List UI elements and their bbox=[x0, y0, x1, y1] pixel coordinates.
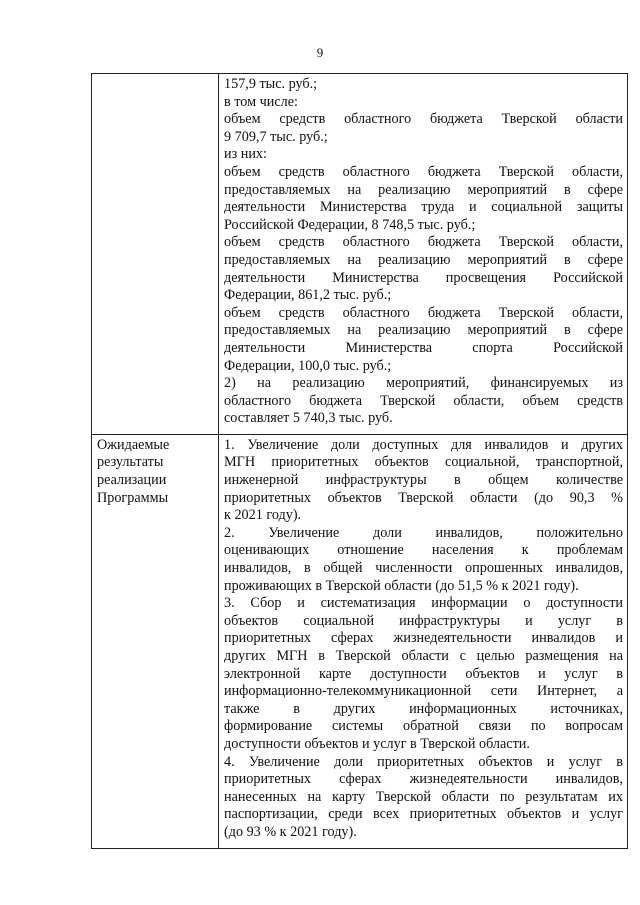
text-line: формирование системы обратной связи по вопросам bbox=[224, 718, 623, 735]
text-line: к 2021 году). bbox=[224, 507, 302, 524]
row-label-line: результаты bbox=[97, 454, 164, 471]
text-line: составляет 5 740,3 тыс. руб. bbox=[224, 410, 393, 427]
row-label-cell bbox=[92, 74, 219, 435]
text-line: инженерной инфраструктуры в общем количестве bbox=[224, 472, 623, 489]
row-content-cell bbox=[219, 74, 628, 435]
text-line: проживающих в Тверской области (до 51,5 % к 2021 году). bbox=[224, 577, 579, 594]
text-line: оценивающих отношение населения к проблемам bbox=[224, 542, 623, 559]
row-content-cell bbox=[219, 434, 628, 848]
text-line: паспортизации, среди всех приоритетных объектов и услуг bbox=[224, 806, 623, 823]
program-passport-table bbox=[91, 73, 628, 849]
text-line: предоставляемых на реализацию мероприятий в сфере bbox=[224, 181, 623, 198]
text-line: приоритетных сферах жизнедеятельности инвалидов, bbox=[224, 771, 623, 788]
row-label-line: Ожидаемые bbox=[97, 436, 170, 453]
text-line: областного бюджета Тверской области, объем средств bbox=[224, 392, 623, 409]
text-line: 2. Увеличение доли инвалидов, положительно bbox=[224, 524, 623, 541]
text-line: 157,9 тыс. руб.; bbox=[224, 76, 318, 92]
table-row bbox=[92, 434, 628, 848]
text-line: также в других информационных источниках, bbox=[224, 700, 623, 717]
text-line: доступности объектов и услуг в Тверской области. bbox=[224, 735, 530, 752]
row-label-line: Программы bbox=[97, 489, 169, 506]
text-line: объектов социальной инфраструктуры и услуг в bbox=[224, 612, 623, 629]
text-line: из них: bbox=[224, 146, 267, 163]
page-number: 9 bbox=[316, 45, 324, 60]
text-line: Российской Федерации, 8 748,5 тыс. руб.; bbox=[224, 216, 476, 233]
text-line: МГН приоритетных объектов социальной, транспортной, bbox=[224, 454, 623, 471]
text-line: объем средств областного бюджета Тверской области, bbox=[224, 234, 623, 251]
text-line: других МГН в Тверской области с целью размещения на bbox=[224, 648, 623, 664]
text-line: Федерации, 861,2 тыс. руб.; bbox=[224, 287, 392, 304]
text-line: деятельности Министерства труда и социальной защиты bbox=[224, 199, 623, 216]
text-line: приоритетных объектов Тверской области (до 90,3 % bbox=[224, 489, 623, 506]
text-line: 2) на реализацию мероприятий, финансируемых из bbox=[224, 375, 623, 392]
text-line: деятельности Министерства просвещения Российской bbox=[224, 269, 623, 286]
text-line: 4. Увеличение доли приоритетных объектов и услуг в bbox=[224, 753, 623, 770]
text-line: приоритетных сферах жизнедеятельности инвалидов и bbox=[224, 630, 623, 647]
text-line: объем средств областного бюджета Тверской области bbox=[224, 111, 623, 128]
text-line: предоставляемых на реализацию мероприятий в сфере bbox=[224, 251, 623, 268]
text-line: в том числе: bbox=[224, 93, 298, 110]
text-line: объем средств областного бюджета Тверской области, bbox=[224, 304, 623, 321]
text-line: 3. Сбор и систематизация информации о доступности bbox=[224, 595, 623, 612]
text-line: нанесенных на карту Тверской области по результатам их bbox=[224, 788, 623, 805]
text-line: электронной карте доступности объектов и услуг в bbox=[224, 665, 623, 682]
table-row bbox=[92, 74, 628, 435]
text-line: инвалидов, в общей численности опрошенных инвалидов, bbox=[224, 560, 623, 577]
row-label-line: реализации bbox=[97, 472, 167, 489]
text-line: объем средств областного бюджета Тверской области, bbox=[224, 163, 623, 180]
text-line: предоставляемых на реализацию мероприятий в сфере bbox=[224, 322, 623, 339]
row-label-cell bbox=[92, 434, 219, 848]
text-line: (до 93 % к 2021 году). bbox=[224, 823, 357, 840]
text-line: 9 709,7 тыс. руб.; bbox=[224, 128, 328, 145]
text-line: деятельности Министерства спорта Российской bbox=[224, 339, 623, 356]
text-line: Федерации, 100,0 тыс. руб.; bbox=[224, 357, 392, 374]
text-line: 1. Увеличение доли доступных для инвалидов и других bbox=[224, 436, 623, 453]
text-line: информационно-телекоммуникационной сети Интернет, а bbox=[224, 683, 623, 700]
